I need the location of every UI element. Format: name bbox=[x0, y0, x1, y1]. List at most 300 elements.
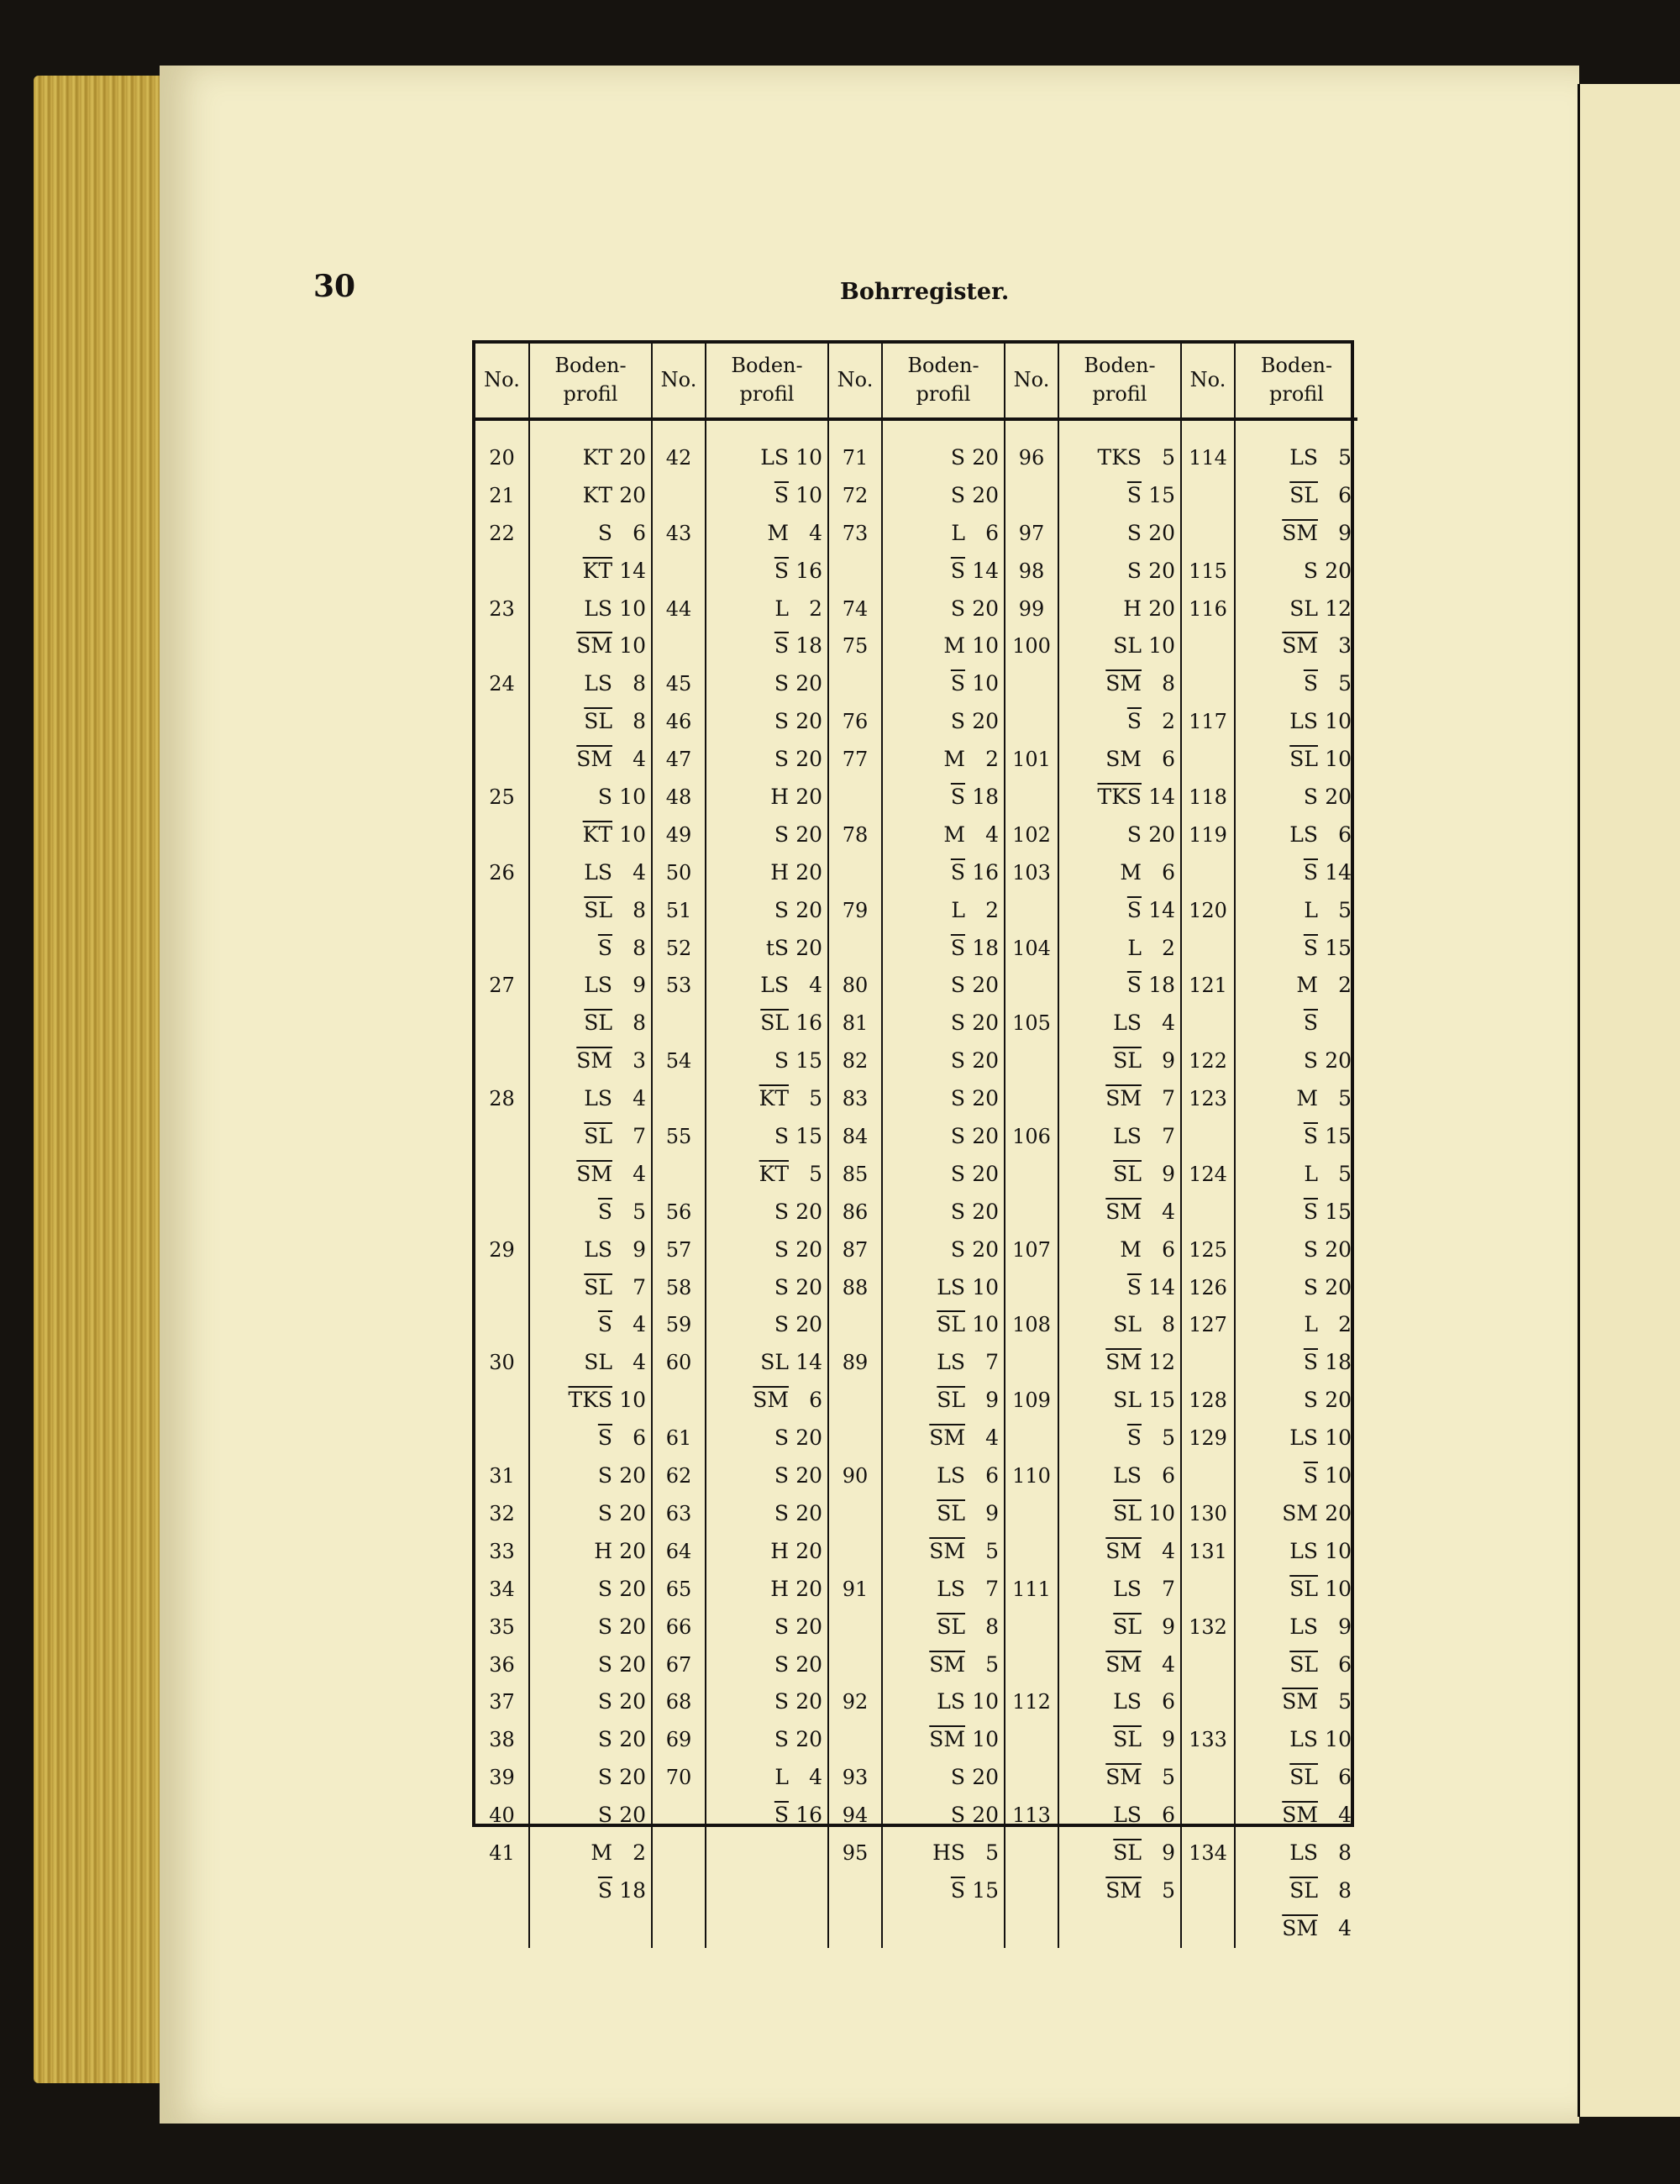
boring-number bbox=[1005, 703, 1058, 741]
boring-number: 91 bbox=[842, 1577, 869, 1601]
soil-type: LS bbox=[1289, 709, 1318, 734]
soil-type: SL bbox=[1113, 633, 1142, 659]
soil-type: SM bbox=[1282, 1500, 1318, 1525]
soil-layer bbox=[530, 553, 651, 591]
boring-number bbox=[1005, 1344, 1058, 1382]
header-bodenprofil-line1: Boden- bbox=[907, 354, 979, 378]
soil-layer bbox=[883, 1231, 1004, 1269]
soil-layer bbox=[1059, 1231, 1180, 1269]
boring-number bbox=[1005, 1533, 1058, 1571]
soil-layer bbox=[530, 1042, 651, 1080]
boring-number: 127 bbox=[1189, 1313, 1227, 1337]
column-profil-3 bbox=[882, 419, 1005, 1948]
boring-number: 21 bbox=[489, 483, 515, 507]
soil-type: S bbox=[774, 1727, 789, 1752]
soil-layer bbox=[1236, 1080, 1357, 1118]
layer-depth: 10 bbox=[619, 785, 646, 810]
soil-layer bbox=[1236, 816, 1357, 854]
soil-type: $\overline{S}$ bbox=[1303, 1124, 1318, 1149]
soil-layer bbox=[706, 1005, 827, 1042]
boring-number bbox=[1005, 1872, 1058, 1910]
soil-layer bbox=[1059, 1533, 1180, 1571]
soil-type: $\overline{SM}$ bbox=[1282, 1803, 1318, 1828]
soil-type: $\overline{SL}$ bbox=[1113, 1727, 1142, 1752]
boring-number: 95 bbox=[842, 1840, 869, 1865]
soil-layer bbox=[883, 967, 1004, 1005]
boring-number bbox=[1182, 627, 1234, 665]
layer-depth: 9 bbox=[985, 1388, 999, 1413]
soil-layer bbox=[706, 1194, 827, 1231]
soil-type: S bbox=[597, 1803, 612, 1828]
soil-layer bbox=[883, 1420, 1004, 1457]
soil-layer bbox=[1059, 1457, 1180, 1495]
boring-number bbox=[475, 1194, 528, 1231]
boring-number: 130 bbox=[1189, 1501, 1227, 1525]
layer-depth: 10 bbox=[972, 1689, 999, 1714]
soil-type: S bbox=[597, 1765, 612, 1790]
boring-number: 71 bbox=[842, 446, 869, 470]
layer-depth: 20 bbox=[795, 1312, 822, 1337]
drilling-register-table bbox=[472, 340, 1354, 1940]
soil-type: LS bbox=[1289, 1614, 1318, 1639]
soil-type: LS bbox=[760, 973, 789, 998]
soil-type: LS bbox=[1289, 1727, 1318, 1752]
boring-number bbox=[1005, 779, 1058, 816]
soil-type: $\overline{SL}$ bbox=[760, 1011, 789, 1036]
soil-layer bbox=[1059, 1646, 1180, 1684]
layer-depth: 15 bbox=[1148, 482, 1175, 507]
boring-number: 51 bbox=[665, 898, 692, 922]
soil-type: LS bbox=[937, 1576, 965, 1601]
soil-layer bbox=[1236, 665, 1357, 703]
soil-type: LS bbox=[1113, 1463, 1142, 1488]
boring-number bbox=[475, 1872, 528, 1910]
soil-layer bbox=[706, 1646, 827, 1684]
boring-number: 31 bbox=[489, 1464, 515, 1488]
soil-layer bbox=[883, 439, 1004, 477]
layer-depth: 14 bbox=[1148, 1274, 1175, 1299]
layer-depth: 8 bbox=[1338, 1840, 1352, 1865]
soil-layer bbox=[1236, 1042, 1357, 1080]
boring-number: 110 bbox=[1012, 1464, 1051, 1488]
boring-number bbox=[1182, 1571, 1234, 1609]
layer-depth: 20 bbox=[1325, 1048, 1352, 1074]
soil-layer bbox=[883, 1382, 1004, 1420]
layer-depth: 4 bbox=[1162, 1538, 1175, 1563]
layer-depth: 20 bbox=[619, 1576, 646, 1601]
soil-layer bbox=[883, 515, 1004, 553]
soil-type: $\overline{SL}$ bbox=[1289, 1651, 1318, 1677]
layer-depth: 20 bbox=[795, 822, 822, 847]
header-bodenprofil-line2: profil bbox=[1092, 382, 1147, 406]
boring-number bbox=[1005, 1721, 1058, 1759]
layer-depth: 20 bbox=[972, 709, 999, 734]
soil-layer bbox=[883, 1306, 1004, 1344]
boring-number: 124 bbox=[1189, 1162, 1227, 1186]
soil-layer bbox=[706, 1457, 827, 1495]
soil-layer bbox=[1059, 1872, 1180, 1910]
column-profil-2 bbox=[706, 419, 828, 1948]
header-bodenprofil-line1: Boden- bbox=[1084, 354, 1156, 378]
layer-depth: 20 bbox=[619, 1651, 646, 1677]
layer-depth: 7 bbox=[1162, 1086, 1175, 1111]
boring-number bbox=[653, 1080, 705, 1118]
soil-type: S bbox=[950, 1803, 965, 1828]
header-no: No. bbox=[475, 344, 529, 419]
soil-layer bbox=[1059, 930, 1180, 968]
soil-layer bbox=[1059, 665, 1180, 703]
boring-number bbox=[829, 1420, 881, 1457]
header-bodenprofil-line2: profil bbox=[563, 382, 618, 406]
boring-number bbox=[475, 892, 528, 930]
soil-type: S bbox=[1303, 1274, 1318, 1299]
soil-layer bbox=[1059, 854, 1180, 892]
layer-depth: 4 bbox=[1162, 1651, 1175, 1677]
layer-depth: 18 bbox=[972, 935, 999, 960]
header-bodenprofil-line1: Boden- bbox=[1260, 354, 1333, 378]
boring-number: 57 bbox=[665, 1237, 692, 1262]
soil-layer bbox=[706, 1306, 827, 1344]
layer-depth: 6 bbox=[1338, 482, 1352, 507]
soil-layer bbox=[706, 665, 827, 703]
soil-type: LS bbox=[1113, 1124, 1142, 1149]
soil-layer bbox=[530, 779, 651, 816]
soil-type: S bbox=[774, 1614, 789, 1639]
soil-type: $\overline{S}$ bbox=[774, 633, 789, 659]
boring-number bbox=[1182, 1118, 1234, 1156]
layer-depth: 4 bbox=[1338, 1803, 1352, 1828]
layer-depth: 20 bbox=[795, 935, 822, 960]
boring-number: 92 bbox=[842, 1690, 869, 1714]
layer-depth: 8 bbox=[633, 1011, 646, 1036]
soil-type: S bbox=[774, 1312, 789, 1337]
layer-depth: 9 bbox=[1162, 1727, 1175, 1752]
layer-depth: 6 bbox=[809, 1388, 822, 1413]
boring-number: 120 bbox=[1189, 898, 1227, 922]
boring-number bbox=[1005, 1609, 1058, 1646]
soil-layer bbox=[706, 1533, 827, 1571]
layer-depth: 9 bbox=[1338, 520, 1352, 545]
layer-depth: 20 bbox=[795, 1689, 822, 1714]
soil-type: LS bbox=[937, 1463, 965, 1488]
soil-layer bbox=[530, 1156, 651, 1194]
soil-type: LS bbox=[1289, 1425, 1318, 1451]
soil-type: $\overline{S}$ bbox=[597, 1312, 612, 1337]
layer-depth: 7 bbox=[1162, 1124, 1175, 1149]
soil-type: S bbox=[950, 1199, 965, 1224]
boring-number bbox=[1005, 967, 1058, 1005]
soil-type: $\overline{SM}$ bbox=[576, 633, 612, 659]
layer-depth: 20 bbox=[1325, 1388, 1352, 1413]
soil-layer bbox=[1059, 1306, 1180, 1344]
boring-number bbox=[1005, 1080, 1058, 1118]
boring-number bbox=[1182, 1646, 1234, 1684]
layer-depth: 6 bbox=[633, 520, 646, 545]
soil-layer bbox=[1236, 1571, 1357, 1609]
soil-layer bbox=[530, 591, 651, 628]
boring-number bbox=[1182, 1797, 1234, 1835]
boring-number: 96 bbox=[1018, 446, 1045, 470]
layer-depth: 20 bbox=[619, 1689, 646, 1714]
soil-type: $\overline{SM}$ bbox=[576, 747, 612, 772]
soil-type: S bbox=[597, 1727, 612, 1752]
boring-number bbox=[829, 1533, 881, 1571]
boring-number: 102 bbox=[1012, 822, 1051, 847]
soil-type: $\overline{SM}$ bbox=[1105, 1765, 1142, 1790]
boring-number bbox=[1182, 477, 1234, 515]
soil-type: LS bbox=[1289, 1840, 1318, 1865]
boring-number: 24 bbox=[489, 672, 515, 696]
boring-number bbox=[475, 1118, 528, 1156]
soil-type: $\overline{SL}$ bbox=[1113, 1500, 1142, 1525]
boring-number bbox=[1005, 1759, 1058, 1797]
layer-depth: 14 bbox=[795, 1350, 822, 1375]
layer-depth: 10 bbox=[1325, 747, 1352, 772]
layer-depth: 20 bbox=[972, 1765, 999, 1790]
soil-type: $\overline{S}$ bbox=[950, 859, 965, 885]
boring-number: 101 bbox=[1012, 748, 1051, 772]
soil-layer bbox=[706, 892, 827, 930]
soil-layer bbox=[1059, 1835, 1180, 1872]
soil-type: $\overline{SL}$ bbox=[1289, 1877, 1318, 1903]
layer-depth: 5 bbox=[1162, 1765, 1175, 1790]
layer-depth: 15 bbox=[1325, 1124, 1352, 1149]
layer-depth: 20 bbox=[795, 747, 822, 772]
soil-layer bbox=[530, 1835, 651, 1872]
soil-type: L bbox=[1304, 897, 1318, 922]
soil-layer bbox=[1236, 439, 1357, 477]
soil-layer bbox=[1059, 1609, 1180, 1646]
boring-number: 27 bbox=[489, 974, 515, 998]
soil-type: $\overline{KT}$ bbox=[759, 1086, 789, 1111]
soil-type: LS bbox=[937, 1274, 965, 1299]
boring-number: 121 bbox=[1189, 974, 1227, 998]
boring-number: 70 bbox=[665, 1766, 692, 1790]
soil-type: LS bbox=[584, 596, 612, 621]
boring-number bbox=[1182, 1759, 1234, 1797]
layer-depth: 20 bbox=[972, 1011, 999, 1036]
layer-depth: 16 bbox=[795, 1011, 822, 1036]
soil-type: HS bbox=[932, 1840, 965, 1865]
layer-depth: 10 bbox=[1325, 709, 1352, 734]
layer-depth: 5 bbox=[809, 1086, 822, 1111]
header-bodenprofil bbox=[1235, 344, 1357, 419]
boring-number bbox=[1182, 1910, 1234, 1948]
soil-type: H bbox=[770, 1576, 789, 1601]
layer-depth: 20 bbox=[1325, 558, 1352, 583]
soil-layer bbox=[530, 1194, 651, 1231]
boring-number bbox=[475, 553, 528, 591]
layer-depth: 10 bbox=[972, 671, 999, 696]
soil-type: S bbox=[774, 1199, 789, 1224]
layer-depth: 20 bbox=[619, 445, 646, 470]
soil-layer bbox=[1236, 1872, 1357, 1910]
soil-layer bbox=[1236, 1306, 1357, 1344]
soil-type: $\overline{SL}$ bbox=[584, 1274, 612, 1299]
soil-layer bbox=[883, 1797, 1004, 1835]
soil-layer bbox=[706, 1420, 827, 1457]
soil-type: $\overline{SL}$ bbox=[1113, 1614, 1142, 1639]
boring-number: 108 bbox=[1012, 1313, 1051, 1337]
layer-depth: 10 bbox=[1325, 1576, 1352, 1601]
soil-type: $\overline{S}$ bbox=[950, 935, 965, 960]
boring-number: 68 bbox=[665, 1690, 692, 1714]
header-bodenprofil bbox=[882, 344, 1005, 419]
layer-depth: 4 bbox=[809, 1765, 822, 1790]
boring-number bbox=[1182, 1005, 1234, 1042]
layer-depth: 8 bbox=[633, 671, 646, 696]
boring-number bbox=[475, 1420, 528, 1457]
boring-number: 66 bbox=[665, 1614, 692, 1639]
soil-type: L bbox=[1304, 1161, 1318, 1186]
soil-layer bbox=[883, 1835, 1004, 1872]
layer-depth: 8 bbox=[1162, 1312, 1175, 1337]
soil-layer bbox=[883, 703, 1004, 741]
soil-type: M bbox=[1296, 1086, 1318, 1111]
soil-layer bbox=[530, 1872, 651, 1910]
soil-type: S bbox=[950, 709, 965, 734]
boring-number bbox=[653, 1005, 705, 1042]
boring-number bbox=[1182, 854, 1234, 892]
layer-depth: 15 bbox=[795, 1124, 822, 1149]
soil-type: M bbox=[591, 1840, 612, 1865]
layer-depth: 7 bbox=[1162, 1576, 1175, 1601]
boring-number: 106 bbox=[1012, 1125, 1051, 1149]
layer-depth: 6 bbox=[633, 1425, 646, 1451]
layer-depth: 20 bbox=[619, 1765, 646, 1790]
soil-layer bbox=[1059, 816, 1180, 854]
boring-number bbox=[829, 553, 881, 591]
soil-layer bbox=[530, 892, 651, 930]
boring-number: 72 bbox=[842, 483, 869, 507]
soil-type: S bbox=[1303, 785, 1318, 810]
soil-type: M bbox=[1296, 973, 1318, 998]
soil-layer bbox=[530, 1721, 651, 1759]
soil-type: $\overline{SM}$ bbox=[1282, 1915, 1318, 1940]
soil-layer bbox=[1236, 1910, 1357, 1948]
soil-layer bbox=[706, 1382, 827, 1420]
layer-depth: 16 bbox=[795, 558, 822, 583]
soil-type: L bbox=[774, 1765, 789, 1790]
layer-depth: 2 bbox=[633, 1840, 646, 1865]
header-bodenprofil bbox=[1058, 344, 1181, 419]
layer-depth: 6 bbox=[985, 1463, 999, 1488]
soil-type: S bbox=[1126, 822, 1142, 847]
layer-depth: 20 bbox=[619, 1463, 646, 1488]
soil-type: SL bbox=[760, 1350, 789, 1375]
boring-number: 94 bbox=[842, 1803, 869, 1828]
layer-depth: 6 bbox=[1338, 822, 1352, 847]
layer-depth: 5 bbox=[1338, 1086, 1352, 1111]
layer-depth: 20 bbox=[795, 897, 822, 922]
layer-depth: 4 bbox=[809, 973, 822, 998]
layer-depth: 3 bbox=[1338, 633, 1352, 659]
soil-layer bbox=[1236, 1420, 1357, 1457]
soil-type: S bbox=[950, 1048, 965, 1074]
soil-layer bbox=[530, 741, 651, 779]
boring-number bbox=[1005, 892, 1058, 930]
soil-type: $\overline{S}$ bbox=[950, 558, 965, 583]
layer-depth: 7 bbox=[985, 1350, 999, 1375]
soil-layer bbox=[1236, 930, 1357, 968]
layer-depth: 12 bbox=[1148, 1350, 1175, 1375]
boring-number: 75 bbox=[842, 634, 869, 659]
boring-number: 100 bbox=[1012, 634, 1051, 659]
boring-number: 60 bbox=[665, 1351, 692, 1375]
soil-type: $\overline{SL}$ bbox=[584, 1011, 612, 1036]
layer-depth: 18 bbox=[1325, 1350, 1352, 1375]
header-bodenprofil-line2: profil bbox=[1269, 382, 1324, 406]
boring-number bbox=[475, 930, 528, 968]
boring-number: 53 bbox=[665, 974, 692, 998]
boring-number bbox=[829, 1721, 881, 1759]
boring-number bbox=[829, 1646, 881, 1684]
soil-layer bbox=[1236, 967, 1357, 1005]
boring-number: 48 bbox=[665, 785, 692, 810]
layer-depth: 9 bbox=[1162, 1161, 1175, 1186]
soil-layer bbox=[1236, 1835, 1357, 1872]
layer-depth: 20 bbox=[795, 859, 822, 885]
header-bodenprofil bbox=[529, 344, 652, 419]
layer-depth: 5 bbox=[1338, 1689, 1352, 1714]
boring-number bbox=[653, 553, 705, 591]
soil-layer bbox=[706, 1080, 827, 1118]
soil-layer bbox=[1236, 1457, 1357, 1495]
layer-depth: 8 bbox=[1338, 1877, 1352, 1903]
layer-depth: 20 bbox=[619, 1614, 646, 1639]
boring-number bbox=[1182, 515, 1234, 553]
layer-depth: 20 bbox=[1148, 520, 1175, 545]
boring-number bbox=[475, 627, 528, 665]
soil-type: S bbox=[1126, 520, 1142, 545]
soil-layer bbox=[530, 439, 651, 477]
soil-type: S bbox=[597, 1576, 612, 1601]
boring-number: 80 bbox=[842, 974, 869, 998]
soil-layer bbox=[1059, 1269, 1180, 1307]
soil-type: LS bbox=[760, 445, 789, 470]
layer-depth: 20 bbox=[795, 1463, 822, 1488]
soil-type: SL bbox=[1113, 1312, 1142, 1337]
boring-number bbox=[475, 816, 528, 854]
boring-number bbox=[1182, 1194, 1234, 1231]
boring-number: 58 bbox=[665, 1275, 692, 1299]
soil-type: S bbox=[774, 1124, 789, 1149]
column-profil-4 bbox=[1058, 419, 1181, 1948]
boring-number: 126 bbox=[1189, 1275, 1227, 1299]
boring-number: 23 bbox=[489, 596, 515, 621]
layer-depth: 9 bbox=[633, 1236, 646, 1262]
boring-number: 115 bbox=[1189, 559, 1227, 583]
boring-number bbox=[1005, 1495, 1058, 1533]
soil-layer bbox=[706, 1609, 827, 1646]
soil-layer bbox=[1059, 1005, 1180, 1042]
soil-type: S bbox=[774, 1236, 789, 1262]
soil-layer bbox=[706, 1721, 827, 1759]
soil-layer bbox=[1059, 779, 1180, 816]
layer-depth: 16 bbox=[795, 1803, 822, 1828]
soil-type: $\overline{S}$ bbox=[1303, 671, 1318, 696]
layer-depth: 20 bbox=[972, 445, 999, 470]
layer-depth: 20 bbox=[972, 973, 999, 998]
boring-number: 37 bbox=[489, 1690, 515, 1714]
soil-type: $\overline{SL}$ bbox=[1289, 1576, 1318, 1601]
layer-depth: 20 bbox=[972, 1803, 999, 1828]
soil-type: S bbox=[950, 445, 965, 470]
boring-number: 87 bbox=[842, 1237, 869, 1262]
boring-number: 117 bbox=[1189, 710, 1227, 734]
boring-number bbox=[653, 627, 705, 665]
soil-type: $\overline{SM}$ bbox=[929, 1651, 965, 1677]
